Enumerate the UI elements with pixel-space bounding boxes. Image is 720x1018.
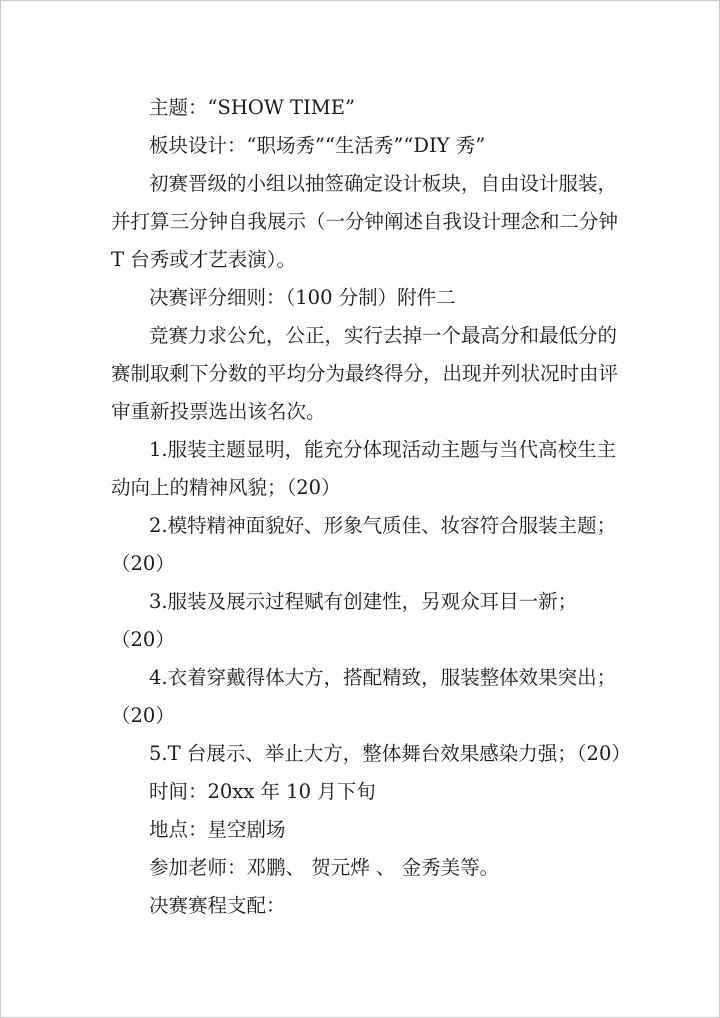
criterion-line: （20） (111, 704, 175, 727)
criterion-line: （20） (111, 552, 175, 575)
paragraph-line: 初赛晋级的小组以抽签确定设计板块，自由设计服装， (149, 172, 618, 195)
criterion-line: 3.服装及展示过程赋有创建性，另观众耳目一新； (149, 590, 578, 613)
paragraph-line: T 台秀或才艺表演）。 (111, 248, 296, 271)
theme-line: 主题：“SHOW TIME” (149, 96, 355, 119)
location-line: 地点：星空剧场 (149, 818, 286, 841)
criterion-line: 1.服装主题显明，能充分体现活动主题与当代高校生主 (149, 438, 617, 461)
criterion-line: 5.T 台展示、举止大方，整体舞台效果感染力强；（20） (149, 742, 631, 765)
scoring-rules-heading: 决赛评分细则：（100 分制）附件二 (149, 286, 456, 309)
criterion-line: 动向上的精神风貌；（20） (111, 476, 341, 499)
section-design-line: 板块设计：“职场秀”“生活秀”“DIY 秀” (149, 134, 486, 157)
paragraph-line: 并打算三分钟自我展示（一分钟阐述自我设计理念和二分钟 (111, 210, 619, 233)
teachers-line: 参加老师：邓鹏、 贺元烨 、 金秀美等。 (149, 856, 500, 879)
document-body (111, 89, 631, 925)
time-line: 时间：20xx 年 10 月下旬 (149, 780, 376, 803)
criterion-line: 4.衣着穿戴得体大方，搭配精致，服装整体效果突出； (149, 666, 617, 689)
paragraph-line: 竞赛力求公允，公正，实行去掉一个最高分和最低分的 (149, 324, 618, 347)
criterion-line: （20） (111, 628, 175, 651)
criterion-line: 2.模特精神面貌好、形象气质佳、妆容符合服装主题； (149, 514, 617, 537)
paragraph-line: 审重新投票选出该名次。 (111, 400, 326, 423)
final-schedule-heading: 决赛赛程支配： (149, 894, 286, 917)
paragraph-line: 赛制取剩下分数的平均分为最终得分，出现并列状况时由评 (111, 362, 619, 385)
